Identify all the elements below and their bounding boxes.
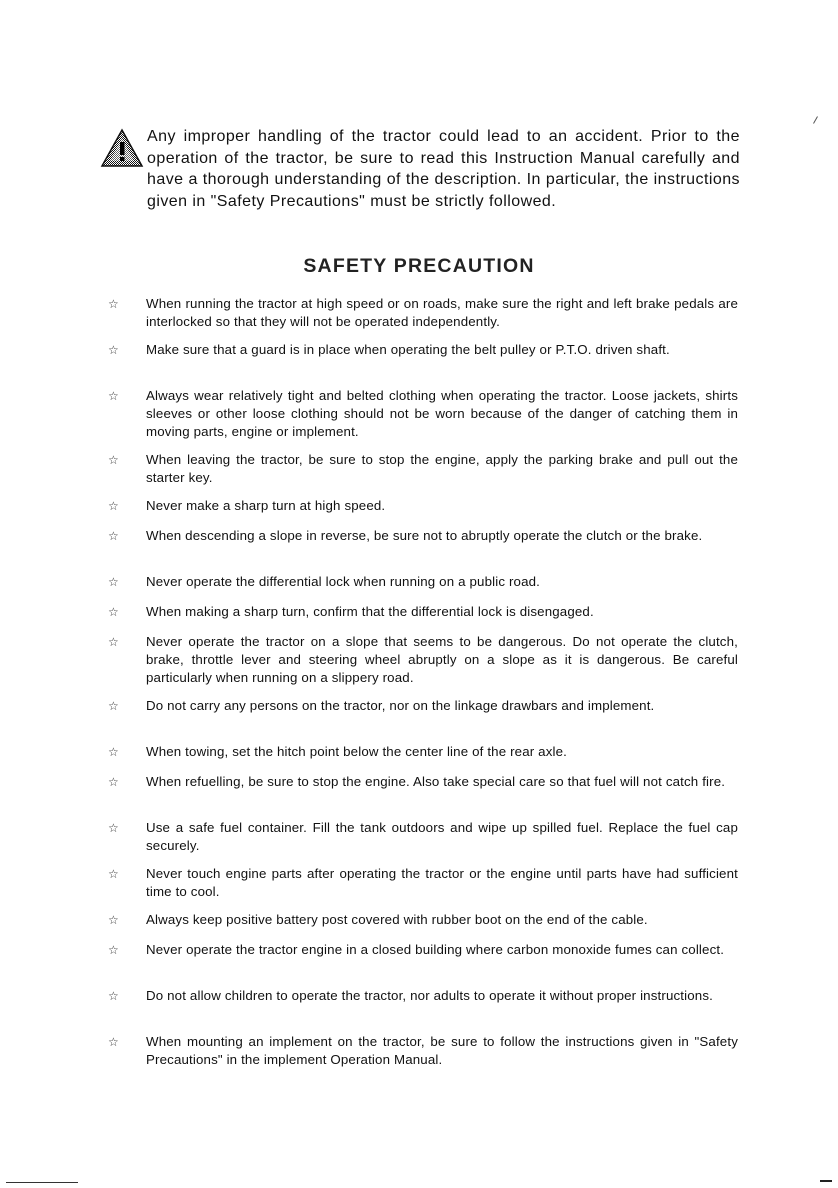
list-item — [108, 987, 738, 1023]
list-item-text: Never operate the tractor engine in a closed building where carbon monoxide fumes can collect. — [146, 942, 725, 957]
star-outline-icon: ☆ — [108, 943, 119, 957]
list-item-text: Do not carry any persons on the tractor, nor on the linkage drawbars and implement. — [146, 698, 655, 713]
list-item-text: When descending a slope in reverse, be sure not to abruptly operate the clutch or the brake. — [146, 528, 703, 543]
list-item-text: Never make a sharp turn at high speed. — [146, 498, 386, 513]
scan-mark — [813, 116, 818, 123]
list-item-text: When leaving the tractor, be sure to stop the engine, apply the parking brake and pull out the starter key. — [146, 452, 738, 485]
star-outline-icon: ☆ — [108, 989, 119, 1003]
list-item-text: When refuelling, be sure to stop the engine. Also take special care so that fuel will not catch fire. — [146, 774, 726, 789]
list-item — [108, 1033, 738, 1069]
list-item-text: When mounting an implement on the tractor, be sure to follow the instructions given in "Safety Precautions" in the implement Operation Manual. — [146, 1034, 738, 1067]
list-item — [108, 387, 738, 441]
list-item-text: Never touch engine parts after operating the tractor or the engine until parts have had sufficient time to cool. — [146, 866, 738, 899]
warning-text: Any improper handling of the tractor could lead to an accident. Prior to the operation of the tractor, be sure to read this Instruction Manual carefully and have a thorough understanding of the description. In particular, the instructions given in "Safety Precautions" must be strictly followed. — [147, 128, 740, 210]
list-item — [108, 295, 738, 331]
precaution-list — [108, 295, 738, 1079]
star-outline-icon: ☆ — [108, 913, 119, 927]
star-outline-icon: ☆ — [108, 867, 119, 881]
list-item — [108, 773, 738, 809]
list-item — [108, 603, 738, 621]
star-outline-icon: ☆ — [108, 453, 119, 467]
list-item — [108, 697, 738, 733]
footer-rule — [6, 1182, 78, 1183]
list-item-text: Never operate the tractor on a slope that seems to be dangerous. Do not operate the clutch, brake, throttle lever and steering wheel abruptly on a slope as it is dangerous. Be careful particularly when running on a slippery road. — [146, 634, 738, 685]
star-outline-icon: ☆ — [108, 529, 119, 543]
star-outline-icon: ☆ — [108, 343, 119, 357]
list-item — [108, 819, 738, 855]
list-item-text: Do not allow children to operate the tractor, nor adults to operate it without proper instructions. — [146, 988, 713, 1003]
star-outline-icon: ☆ — [108, 389, 119, 403]
list-item — [108, 527, 738, 563]
list-item — [108, 743, 738, 761]
star-outline-icon: ☆ — [108, 605, 119, 619]
star-outline-icon: ☆ — [108, 499, 119, 513]
page-edge-mark — [820, 1180, 832, 1182]
list-item — [108, 341, 738, 377]
star-outline-icon: ☆ — [108, 635, 119, 649]
list-item-text: When making a sharp turn, confirm that the differential lock is disengaged. — [146, 604, 594, 619]
list-item-text: Always keep positive battery post covered with rubber boot on the end of the cable. — [146, 912, 648, 927]
list-item-text: Make sure that a guard is in place when operating the belt pulley or P.T.O. driven shaft. — [146, 342, 670, 357]
list-item-text: Use a safe fuel container. Fill the tank outdoors and wipe up spilled fuel. Replace the fuel cap securely. — [146, 820, 738, 853]
star-outline-icon: ☆ — [108, 1035, 119, 1049]
list-item — [108, 633, 738, 687]
list-item — [108, 941, 738, 977]
star-outline-icon: ☆ — [108, 699, 119, 713]
list-item — [108, 497, 738, 515]
list-item — [108, 573, 738, 591]
star-outline-icon: ☆ — [108, 297, 119, 311]
section-title: SAFETY PRECAUTION — [303, 255, 535, 277]
star-outline-icon: ☆ — [108, 775, 119, 789]
star-outline-icon: ☆ — [108, 575, 119, 589]
list-item — [108, 911, 738, 929]
list-item-text: Never operate the differential lock when running on a public road. — [146, 574, 541, 589]
list-item-text: When running the tractor at high speed or on roads, make sure the right and left brake pedals are interlocked so that they will not be operated independently. — [146, 296, 738, 329]
star-outline-icon: ☆ — [108, 745, 119, 759]
warning-notice — [100, 126, 740, 212]
list-item-text: When towing, set the hitch point below the center line of the rear axle. — [146, 744, 568, 759]
list-item-text: Always wear relatively tight and belted clothing when operating the tractor. Loose jackets, shirts sleeves or other loose clothing should not be worn because of the danger of catching them in moving parts, engine or implement. — [146, 388, 738, 439]
star-outline-icon: ☆ — [108, 821, 119, 835]
list-item — [108, 865, 738, 901]
list-item — [108, 451, 738, 487]
warning-triangle-icon — [100, 128, 144, 168]
